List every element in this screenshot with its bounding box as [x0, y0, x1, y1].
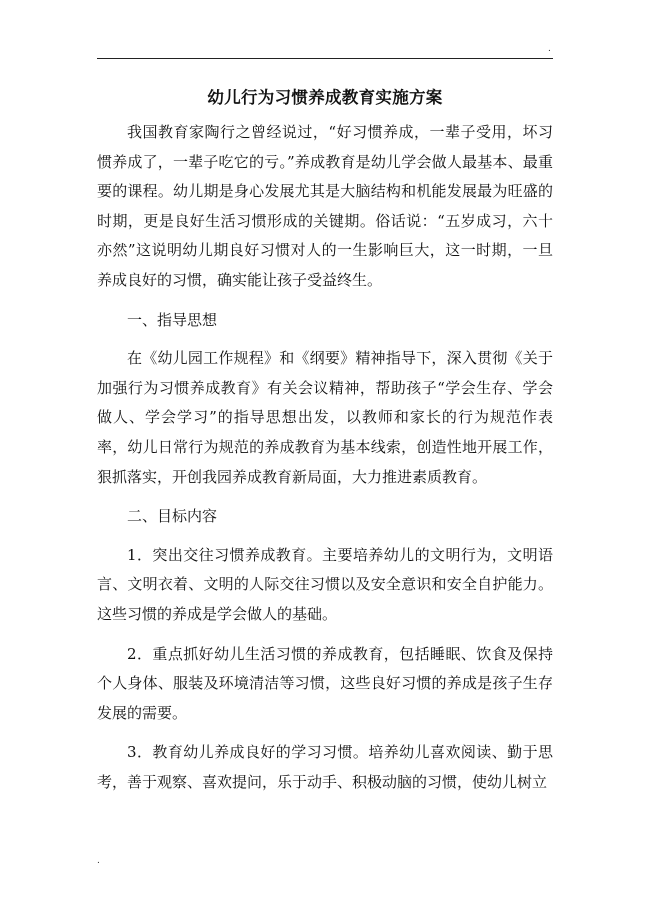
goal-item-3: 3．教育幼儿养成良好的学习习惯。培养幼儿喜欢阅读、勤于思考，善于观察、喜欢提问，乐于动手、积极动脑的习惯，使幼儿树立 [97, 743, 553, 791]
corner-mark: . [548, 44, 551, 54]
page-title: 幼儿行为习惯养成教育实施方案 [207, 88, 443, 107]
guiding-ideology-paragraph: 在《幼儿园工作规程》和《纲要》精神指导下，深入贯彻《关于加强行为习惯养成教育》有关会议精神，帮助孩子“学会生存、学会做人、学会学习”的指导思想出发，以教师和家长的行为规范作表率，幼儿日常行为规范的养成教育为基本线索，创造性地开展工作，狠抓落实，开创我园养成教育新局面，大力推进素质教育。 [97, 349, 553, 486]
goal-item-1: 1．突出交往习惯养成教育。主要培养幼儿的文明行为，文明语言、文明衣着、文明的人际交往习惯以及安全意识和安全自护能力。这些习惯的养成是学会做人的基础。 [97, 545, 553, 623]
header-rule [97, 58, 553, 59]
intro-paragraph: 我国教育家陶行之曾经说过，“好习惯养成，一辈子受用，坏习惯养成了，一辈子吃它的亏。”养成教育是幼儿学会做人最基本、最重要的课程。幼儿期是身心发展尤其是大脑结构和机能发展最为旺盛的时期，更是良好生活习惯形成的关键期。俗话说：“五岁成习，六十亦然”这说明幼儿期良好习惯对人的一生影响巨大，这一时期，一旦养成良好的习惯，确实能让孩子受益终生。 [97, 123, 553, 289]
document-body [97, 118, 553, 797]
footer-mark: . [97, 856, 100, 866]
section-heading-goals: 二、目标内容 [127, 507, 218, 526]
goal-item-2: 2．重点抓好幼儿生活习惯的养成教育，包括睡眠、饮食及保持个人身体、服装及环境清洁等习惯，这些良好习惯的养成是孩子生存发展的需要。 [97, 644, 553, 722]
section-heading-guiding-ideology: 一、指导思想 [127, 310, 218, 329]
